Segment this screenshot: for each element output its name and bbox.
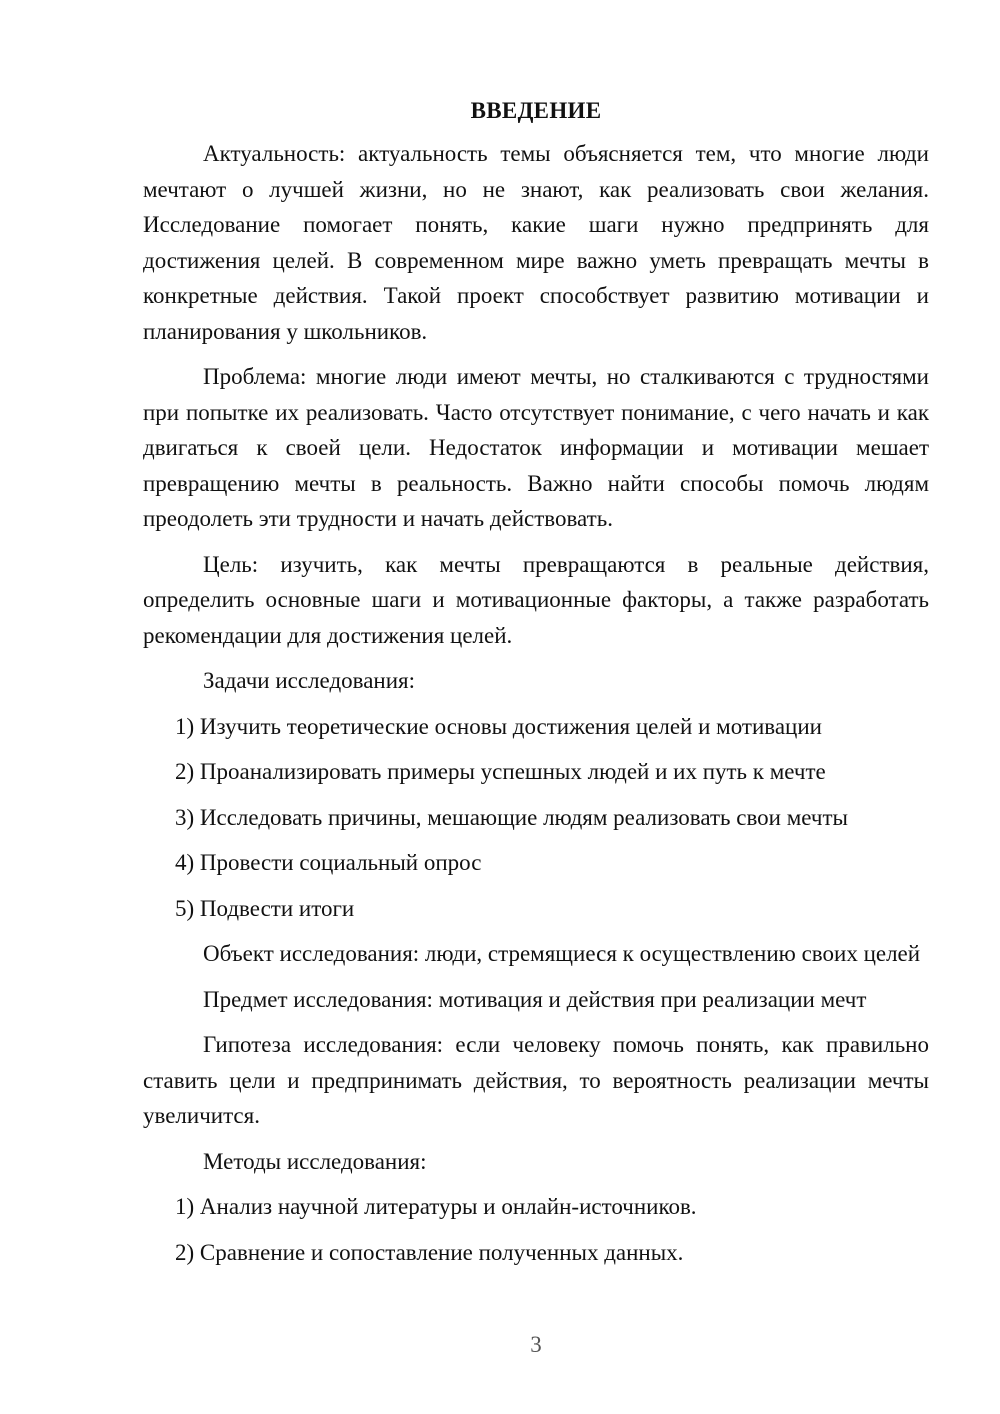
problem-paragraph: Проблема: многие люди имеют мечты, но сталкиваются с трудностями при попытке их реализовать. Часто отсутствует понимание, с чего начать и как двигаться к своей цели. Недостаток информации и мотивации мешает превращению мечты в реальность. Важно найти способы помочь людям преодолеть эти трудности и начать действовать. — [143, 364, 929, 531]
list-item: 2) Проанализировать примеры успешных людей и их путь к мечте — [175, 759, 826, 784]
subject-paragraph: Предмет исследования: мотивация и действия при реализации мечт — [203, 986, 867, 1012]
hypothesis-paragraph: Гипотеза исследования: если человеку помочь понять, как правильно ставить цели и предпринимать действия, то вероятность реализации мечты увеличится. — [143, 1032, 929, 1128]
relevance-paragraph: Актуальность: актуальность темы объясняется тем, что многие люди мечтают о лучшей жизни, но не знают, как реализовать свои желания. Исследование помогает понять, какие шаги нужно предпринять для достижения целей. В современном мире важно уметь превращать мечты в конкретные действия. Такой проект способствует развитию мотивации и планирования у школьников. — [143, 141, 929, 344]
document-title: ВВЕДЕНИЕ — [470, 98, 602, 123]
list-item: 4) Провести социальный опрос — [175, 850, 482, 875]
object-paragraph: Объект исследования: люди, стремящиеся к осуществлению своих целей — [203, 941, 921, 966]
goal-paragraph: Цель: изучить, как мечты превращаются в реальные действия, определить основные шаги и мотивационные факторы, а также разработать рекомендации для достижения целей. — [143, 551, 929, 648]
tasks-heading: Задачи исследования: — [203, 668, 416, 693]
tasks-list — [143, 709, 929, 937]
list-item: 5) Подвести итоги — [175, 895, 355, 921]
page-number: 3 — [530, 1332, 542, 1357]
list-item: 2) Сравнение и сопоставление полученных данных. — [175, 1239, 684, 1265]
methods-heading: Методы исследования: — [203, 1148, 427, 1174]
list-item: 1) Анализ научной литературы и онлайн-источников. — [175, 1194, 697, 1219]
list-item: 1) Изучить теоретические основы достижения целей и мотивации — [175, 713, 822, 739]
list-item: 3) Исследовать причины, мешающие людям реализовать свои мечты — [175, 804, 848, 830]
methods-list — [143, 1189, 929, 1280]
document-page — [143, 96, 929, 1280]
